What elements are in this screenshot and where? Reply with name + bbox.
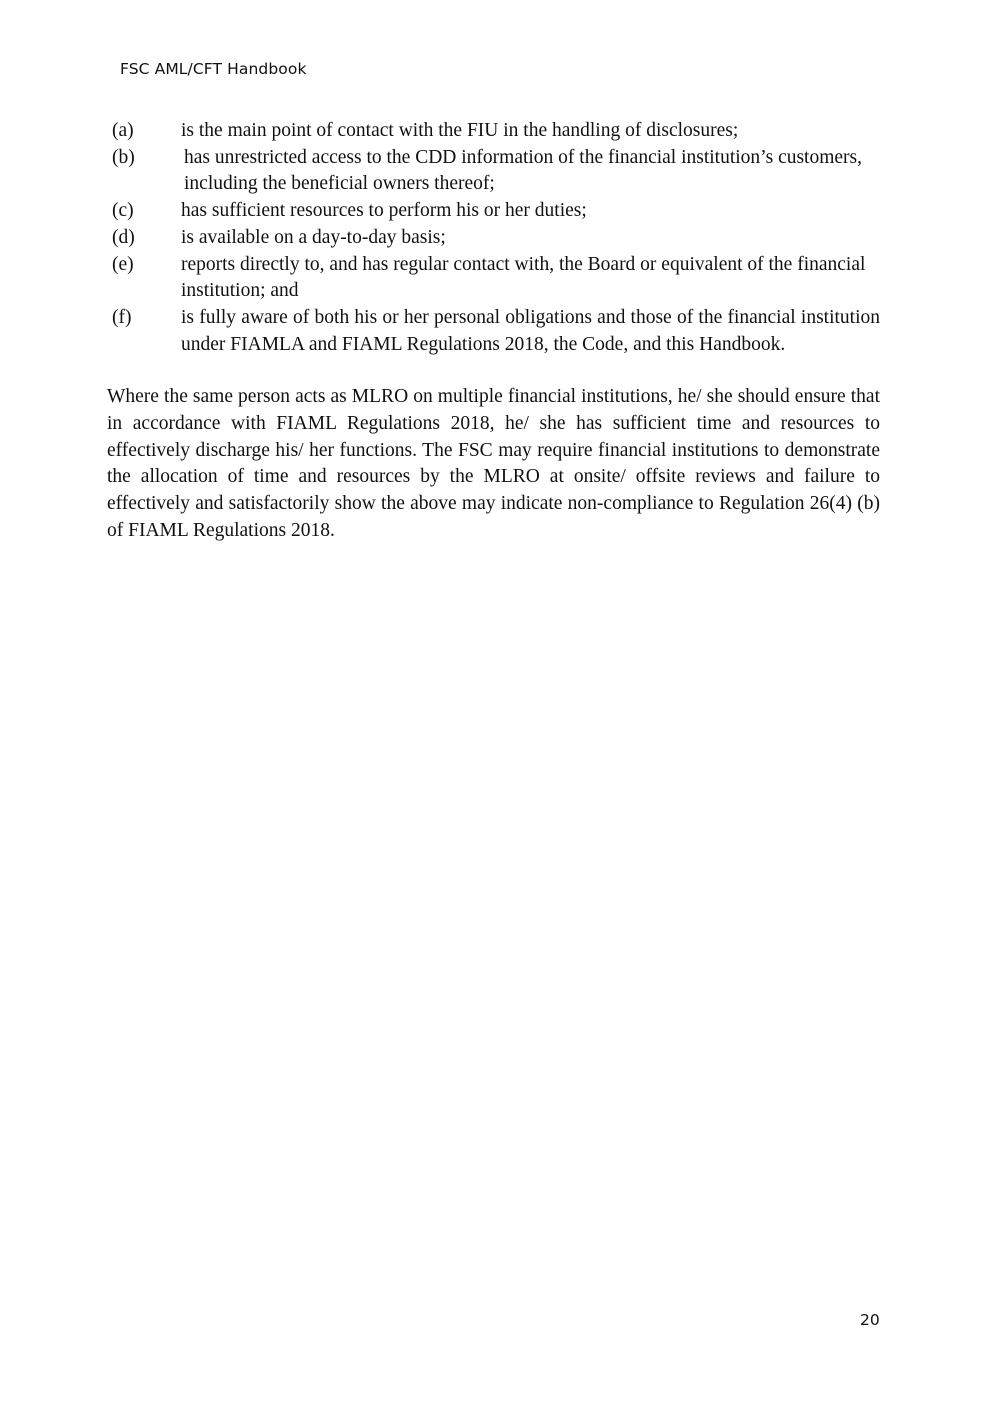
list-item-label: (c) xyxy=(112,200,134,222)
list-item-label: (f) xyxy=(112,306,132,328)
page-content xyxy=(107,118,880,564)
list-item-a xyxy=(107,118,880,145)
list-item-label: (a) xyxy=(112,120,134,141)
requirements-list xyxy=(107,118,880,358)
list-item-text: is fully aware of both his or her personal obligations and those of the financial institution under FIAMLA and FIAML Regulations 2018, the Code, and this Handbook. xyxy=(181,306,880,355)
list-item-text: is available on a day-to-day basis; xyxy=(181,226,446,248)
list-item-c xyxy=(107,198,880,225)
list-item-b xyxy=(107,145,880,198)
list-item-text: reports directly to, and has regular contact with, the Board or equivalent of the financial institution; and xyxy=(181,253,866,302)
list-item-text: has sufficient resources to perform his or her duties; xyxy=(181,200,587,222)
list-item-text: is the main point of contact with the FIU in the handling of disclosures; xyxy=(181,120,739,141)
list-item-f xyxy=(107,305,880,358)
list-item-d xyxy=(107,225,880,252)
list-item-label: (d) xyxy=(112,226,135,248)
list-item-label: (b) xyxy=(112,146,135,168)
list-item-e xyxy=(107,252,880,305)
list-item-label: (e) xyxy=(112,253,134,275)
page-header: FSC AML/CFT Handbook xyxy=(120,60,307,78)
body-paragraph: Where the same person acts as MLRO on multiple financial institutions, he/ she should ensure that in accordance with FIAML Regulations 2018, he/ she has sufficient time and resources to effectively discharge his/ her functions. The FSC may require financial institutions to demonstrate the allocation of time and resources by the MLRO at onsite/ offsite reviews and failure to effectively and satisfactorily show the above may indicate non-compliance to Regulation 26(4) (b) of FIAML Regulations 2018. xyxy=(107,386,880,541)
page-number: 20 xyxy=(860,1311,880,1329)
list-item-text: has unrestricted access to the CDD information of the financial institution’s customers, including the beneficial owners thereof; xyxy=(184,146,863,195)
